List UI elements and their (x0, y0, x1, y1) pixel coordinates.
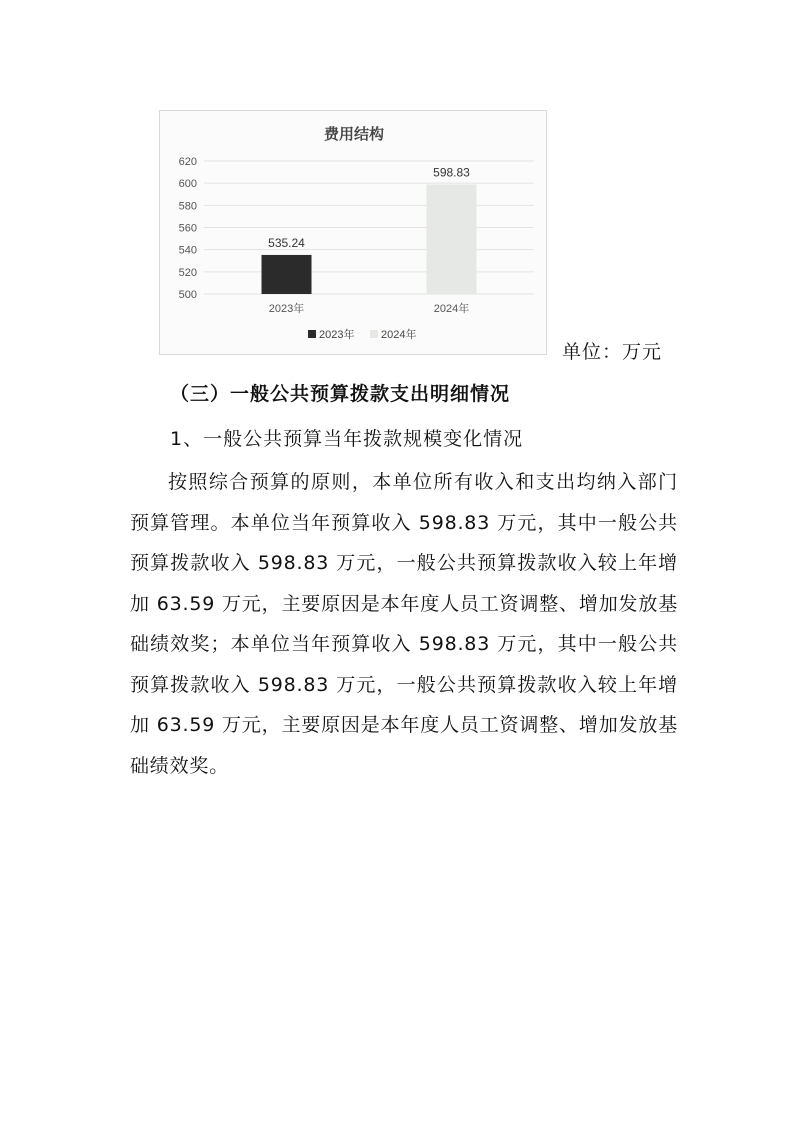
body-paragraph: 按照综合预算的原则，本单位所有收入和支出均纳入部门预算管理。本单位当年预算收入 598.83 万元，其中一般公共预算拨款收入 598.83 万元，一般公共预算拨款收入较上年增加 63.59 万元，主要原因是本年度人员工资调整、增加发放基础绩效奖；本单位当年预算收入 598.83 万元，其中一般公共预算拨款收入 598.83 万元，一般公共预算拨款收入较上年增加 63.59 万元，主要原因是本年度人员工资调整、增加发放基础绩效奖。 (130, 471, 678, 777)
legend-swatch (370, 330, 378, 338)
y-tick-label: 620 (178, 156, 197, 168)
legend-label: 2024年 (381, 329, 417, 341)
data-label: 598.83 (433, 165, 470, 180)
y-tick-label: 520 (178, 266, 197, 279)
sub-heading: 1、一般公共预算当年拨款规模变化情况 (170, 428, 524, 450)
expense-structure-chart (159, 110, 547, 355)
bar-2024年 (427, 184, 477, 294)
y-tick-label: 540 (178, 244, 197, 257)
x-tick-label: 2024年 (433, 303, 470, 315)
chart-title: 费用结构 (323, 126, 385, 143)
x-tick-label: 2023年 (268, 303, 305, 315)
bar-2023年 (262, 255, 312, 294)
bar-chart-svg (160, 111, 548, 356)
legend-swatch (308, 330, 316, 338)
y-tick-label: 560 (178, 222, 197, 235)
y-tick-label: 500 (178, 289, 197, 301)
data-label: 535.24 (268, 235, 305, 250)
unit-note: 单位：万元 (562, 341, 663, 363)
section-heading: （三）一般公共预算拨款支出明细情况 (170, 383, 511, 405)
y-tick-label: 600 (178, 178, 197, 191)
y-tick-label: 580 (178, 200, 197, 213)
legend-label: 2023年 (319, 329, 355, 341)
